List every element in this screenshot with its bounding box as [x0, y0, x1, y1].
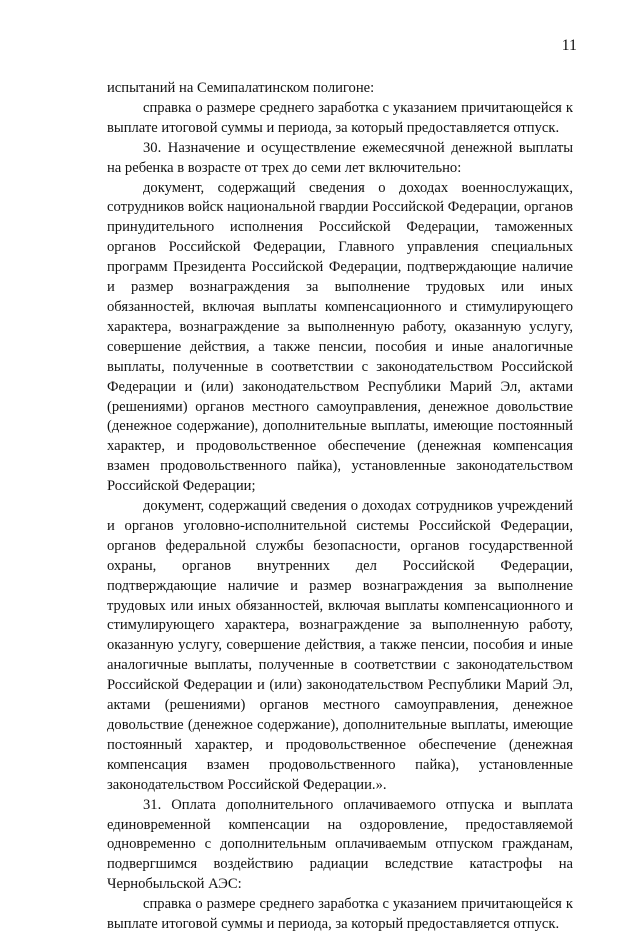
document-body: [107, 79, 573, 935]
paragraph-salary-certificate-semipalatinsk: справка о размере среднего заработка с указанием причитающейся к выплате итоговой суммы и периода, за который предоставляется отпуск.: [107, 99, 573, 136]
page-number: 11: [561, 37, 577, 54]
paragraph-salary-certificate-chernobyl: справка о размере среднего заработка с указанием причитающейся к выплате итоговой суммы и периода, за который предоставляется отпуск.: [107, 896, 573, 933]
paragraph-military-income-document: документ, содержащий сведения о доходах военнослужащих, сотрудников войск национальной гвардии Российской Федерации, органов принудительного исполнения Российской Федерации, таможенных органов Российской Федерации, Главного управления специальных программ Президента Российской Федерации, подтверждающие наличие и размер вознаграждения за выполнение трудовых или иных обязанностей, включая выплаты компенсационного и стимулирующего характера, вознаграждение за выполненную работу, оказанную услугу, совершение действия, а также пенсии, пособия и иные аналогичные выплаты, полученные в соответствии с законодательством Российской Федерации и (или) законодательством Республики Марий Эл, актами (решениями) органов местного самоуправления, денежное довольствие (денежное содержание), дополнительные выплаты, имеющие постоянный характер, и продовольственное обеспечение (денежная компенсация взамен продовольственного пайка), установленные законодательством Российской Федерации;: [107, 179, 573, 495]
paragraph-item-30-heading: 30. Назначение и осуществление ежемесячной денежной выплаты на ребенка в возрасте от трех до семи лет включительно:: [107, 139, 573, 176]
paragraph-item-31-heading: 31. Оплата дополнительного оплачиваемого отпуска и выплата единовременной компенсации на оздоровление, предоставляемой одновременно с дополнительным оплачиваемым отпуском гражданам, подвергшимся воздействию радиации вследствие катастрофы на Чернобыльской АЭС:: [107, 796, 573, 893]
paragraph-intro-continuation: испытаний на Семипалатинском полигоне:: [107, 80, 375, 96]
paragraph-penitentiary-income-document: документ, содержащий сведения о доходах сотрудников учреждений и органов уголовно-исполнительной системы Российской Федерации, органов федеральной службы безопасности, органов государственной охраны, органов внутренних дел Российской Федерации, подтверждающие наличие и размер вознаграждения за выполнение трудовых или иных обязанностей, включая выплаты компенсационного и стимулирующего характера, вознаграждение за выполненную работу, оказанную услугу, совершение действия, а также пенсии, пособия и иные аналогичные выплаты, полученные в соответствии с законодательством Российской Федерации и (или) законодательством Республики Марий Эл, актами (решениями) органов местного самоуправления, денежное довольствие (денежное содержание), дополнительные выплаты, имеющие постоянный характер, и продовольственное обеспечение (денежная компенсация взамен продовольственного пайка), установленные законодательством Российской Федерации.».: [107, 498, 573, 793]
